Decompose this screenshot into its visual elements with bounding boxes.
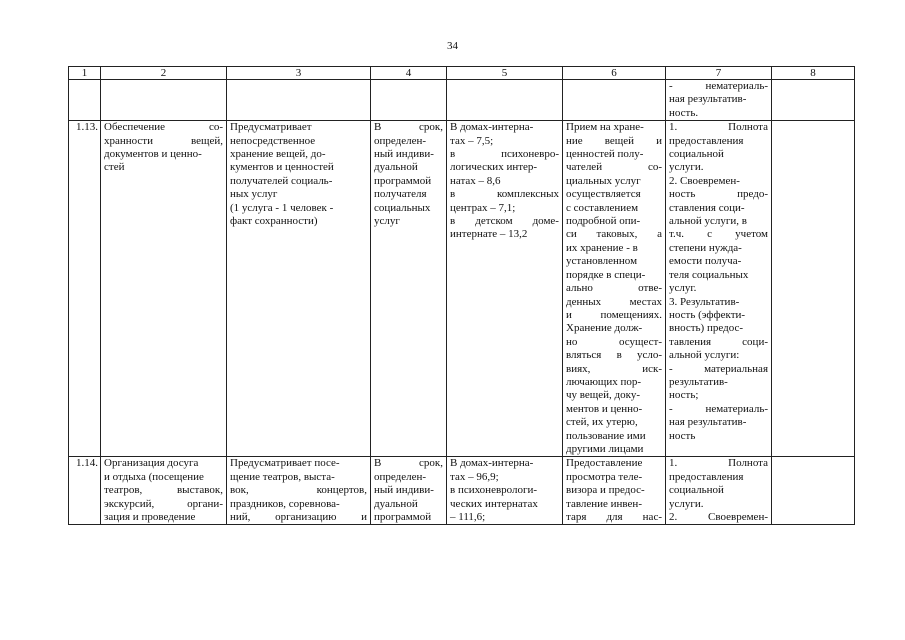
cell-text-line: и помещениях. <box>566 308 662 321</box>
cell-text-line: циальных услуг <box>566 174 641 187</box>
cell-text-line: праздников, соревнова- <box>230 497 340 510</box>
cell-text-line: чателей со- <box>566 161 662 174</box>
cell-text-line: другими лицами <box>566 442 644 455</box>
cell-text-line: си таковых, а <box>566 228 662 241</box>
cell-text-line: стей, их утерю, <box>566 416 638 429</box>
tariff-cell <box>447 457 563 525</box>
cell-text-line: в детском доме- <box>450 215 559 228</box>
row-number-cell <box>69 80 101 121</box>
cell-text-line: - нематериаль- <box>669 80 768 92</box>
cell-text-line: порядке в специ- <box>566 268 646 281</box>
cell-text-line: таря для нас- <box>566 511 662 523</box>
cell-text-line: предоставления <box>669 470 744 483</box>
header-cell-8: 8 <box>772 67 855 80</box>
cell-text-line: и отдыха (посещение <box>104 470 204 483</box>
cell-text-line: 1. Полнота <box>669 457 768 470</box>
service-term-cell <box>371 121 447 457</box>
cell-text-line: емости получа- <box>669 255 742 268</box>
cell-text-line: тах – 96,9; <box>450 470 499 483</box>
cell-text-line: Предусматривает посе- <box>230 457 340 470</box>
cell-text-line: подробной опи- <box>566 215 641 228</box>
cell-text-line: Организация досуга <box>104 457 199 470</box>
notes-cell <box>772 121 855 457</box>
cell-text-line: 2. Своевремен- <box>669 174 740 187</box>
header-row <box>69 67 855 80</box>
cell-text-line: ность предо- <box>669 188 768 201</box>
cell-text-line: ставления соци- <box>669 201 745 214</box>
table-row <box>69 80 855 121</box>
notes-cell <box>772 457 855 525</box>
cell-text-line: денных местах <box>566 295 662 308</box>
cell-text-line: зация и проведение <box>104 511 196 523</box>
cell-text-line: альной услуги: <box>669 349 740 362</box>
cell-text-line: в комплексных <box>450 188 559 201</box>
cell-text-line: получателя <box>374 188 427 201</box>
cell-text-line: 3. Результатив- <box>669 295 740 308</box>
cell-text-line: Обеспечение со- <box>104 121 223 134</box>
cell-text-line: ность (эффекти- <box>669 308 746 321</box>
cell-text-line: предоставления <box>669 134 744 147</box>
cell-text-line: тавления соци- <box>669 335 768 348</box>
cell-text-line: экскурсий, органи- <box>104 497 223 510</box>
cell-text-line: интернате – 13,2 <box>450 228 528 241</box>
cell-text-line: ность. <box>669 106 699 119</box>
cell-text-line: определен- <box>374 470 427 483</box>
cell-text-line: ние вещей и <box>566 134 662 147</box>
service-standard-cell <box>563 457 666 525</box>
cell-text-line: 1. Полнота <box>669 121 768 134</box>
cell-text-line: ний, организацию и <box>230 511 367 523</box>
header-cell-1: 1 <box>69 67 101 80</box>
cell-text-line: – 111,6; <box>450 511 486 523</box>
cell-text-line: ность; <box>669 389 699 402</box>
service-name-cell <box>101 80 227 121</box>
table-row <box>69 457 855 525</box>
cell-text-line: В срок, <box>374 457 443 470</box>
service-standard-cell <box>563 121 666 457</box>
cell-text-line: театров, выставок, <box>104 484 223 497</box>
cell-text-line: социальной <box>669 148 724 161</box>
quality-indicators-cell <box>666 457 772 525</box>
cell-text-line: результатив- <box>669 375 728 388</box>
cell-text-line: Прием на хране- <box>566 121 644 134</box>
cell-text-line: хранности вещей, <box>104 134 223 147</box>
header-cell-7: 7 <box>666 67 772 80</box>
cell-text-line: в психоневро- <box>450 148 559 161</box>
quality-indicators-cell <box>666 121 772 457</box>
cell-text-line: программой <box>374 174 432 187</box>
cell-text-line: т.ч. с учетом <box>669 228 768 241</box>
cell-text-line: непосредственное <box>230 134 316 147</box>
cell-text-line: В домах-интерна- <box>450 457 534 470</box>
header-cell-6: 6 <box>563 67 666 80</box>
tariff-cell <box>447 80 563 121</box>
services-table <box>68 66 855 525</box>
notes-cell <box>772 80 855 121</box>
cell-text-line: Предоставление <box>566 457 643 470</box>
cell-text-line: их хранение - в <box>566 241 638 254</box>
cell-text-line: услуг. <box>669 282 697 295</box>
cell-text-line: ально отве- <box>566 282 662 295</box>
cell-text-line: дуальной <box>374 497 418 510</box>
cell-text-line: степени нужда- <box>669 241 742 254</box>
service-term-cell <box>371 80 447 121</box>
row-number-cell: 1.13. <box>69 121 101 457</box>
cell-text-line: но осущест- <box>566 335 662 348</box>
quality-indicators-cell <box>666 80 772 121</box>
cell-text-line: чу вещей, доку- <box>566 389 640 402</box>
cell-text-line: лючающих пор- <box>566 375 642 388</box>
cell-text-line: факт сохранности) <box>230 215 318 228</box>
cell-text-line: логических интер- <box>450 161 538 174</box>
row-number-cell: 1.14. <box>69 457 101 525</box>
service-name-cell <box>101 457 227 525</box>
cell-text-line: виях, иск- <box>566 362 662 375</box>
cell-text-line: услуги. <box>669 161 704 174</box>
cell-text-line: центрах – 7,1; <box>450 201 516 214</box>
cell-text-line: ная результатив- <box>669 93 747 106</box>
table-row <box>69 121 855 457</box>
cell-text-line: ный индиви- <box>374 148 434 161</box>
page-number: 34 <box>447 40 458 52</box>
cell-text-line: 2. Своевремен- <box>669 511 768 523</box>
service-name-cell <box>101 121 227 457</box>
cell-text-line: визора и предос- <box>566 484 645 497</box>
service-description-cell <box>227 121 371 457</box>
header-cell-4: 4 <box>371 67 447 80</box>
cell-text-line: вляться в усло- <box>566 349 662 362</box>
cell-text-line: натах – 8,6 <box>450 174 501 187</box>
cell-text-line: тавление инвен- <box>566 497 642 510</box>
cell-text-line: получателей социаль- <box>230 174 333 187</box>
service-standard-cell <box>563 80 666 121</box>
cell-text-line: определен- <box>374 134 427 147</box>
cell-text-line: просмотра теле- <box>566 470 643 483</box>
service-description-cell <box>227 457 371 525</box>
cell-text-line: дуальной <box>374 161 418 174</box>
cell-text-line: - материальная <box>669 362 768 375</box>
cell-text-line: Хранение долж- <box>566 322 643 335</box>
cell-text-line: теля социальных <box>669 268 749 281</box>
cell-text-line: с составлением <box>566 201 639 214</box>
cell-text-line: пользование ими <box>566 429 646 442</box>
header-cell-5: 5 <box>447 67 563 80</box>
cell-text-line: услуги. <box>669 497 704 510</box>
cell-text-line: ментов и ценно- <box>566 402 643 415</box>
cell-text-line: установленном <box>566 255 638 268</box>
cell-text-line: В срок, <box>374 121 443 134</box>
service-description-cell <box>227 80 371 121</box>
cell-text-line: ный индиви- <box>374 484 434 497</box>
cell-text-line: - нематериаль- <box>669 402 768 415</box>
cell-text-line: документов и ценно- <box>104 148 202 161</box>
cell-text-line: альной услуги, в <box>669 215 747 228</box>
cell-text-line: ценностей полу- <box>566 148 644 161</box>
header-cell-2: 2 <box>101 67 227 80</box>
cell-text-line: программой <box>374 511 432 523</box>
cell-text-line: услуг <box>374 215 400 228</box>
cell-text-line: В домах-интерна- <box>450 121 534 134</box>
cell-text-line: тах – 7,5; <box>450 134 494 147</box>
cell-text-line: социальных <box>374 201 431 214</box>
cell-text-line: вок, концертов, <box>230 484 367 497</box>
cell-text-line: хранение вещей, до- <box>230 148 326 161</box>
cell-text-line: стей <box>104 161 125 174</box>
cell-text-line: (1 услуга - 1 человек - <box>230 201 334 214</box>
cell-text-line: ных услуг <box>230 188 278 201</box>
tariff-cell <box>447 121 563 457</box>
cell-text-line: в психоневрологи- <box>450 484 538 497</box>
cell-text-line: ческих интернатах <box>450 497 538 510</box>
cell-text-line: ная результатив- <box>669 416 747 429</box>
cell-text-line: щение театров, выста- <box>230 470 335 483</box>
cell-text-line: ность <box>669 429 696 442</box>
cell-text-line: вность) предос- <box>669 322 744 335</box>
cell-text-line: кументов и ценностей <box>230 161 334 174</box>
cell-text-line: социальной <box>669 484 724 497</box>
header-cell-3: 3 <box>227 67 371 80</box>
cell-text-line: Предусматривает <box>230 121 312 134</box>
cell-text-line: осуществляется <box>566 188 641 201</box>
service-term-cell <box>371 457 447 525</box>
